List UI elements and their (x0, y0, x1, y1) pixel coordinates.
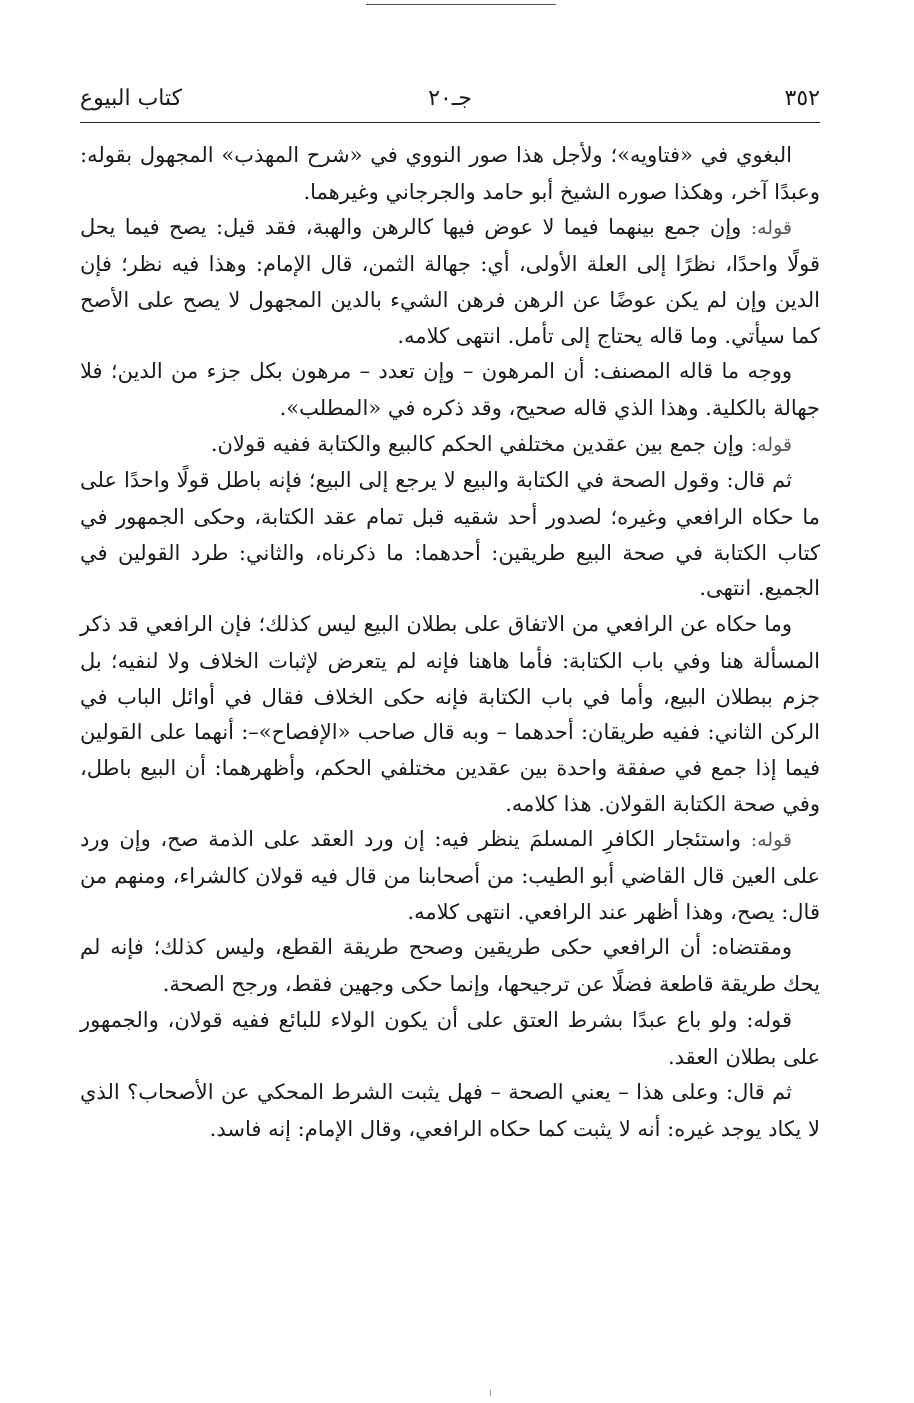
running-header (80, 84, 820, 118)
bottom-mark (490, 1390, 491, 1396)
paragraph-text: ثم قال: وقول الصحة في الكتابة والبيع لا يرجع إلى البيع؛ فإنه باطل قولًا واحدًا على ما حكاه الرافعي وغيره؛ لصدور أحد شقيه قبل تمام عقد الكتابة، وحكى الجمهور في كتاب الكتابة في صحة البيع طريقين: أحدهما: ما ذكرناه، والثاني: طرد القولين في الجميع. انتهى. (80, 468, 820, 601)
paragraph (80, 427, 820, 464)
paragraph-text: ومقتضاه: أن الرافعي حكى طريقين وصحح طريقة القطع، وليس كذلك؛ فإنه لم يحك طريقة قاطعة فضلًا عن ترجيحها، وإنما حكى وجهين فقط، ورجح الصحة. (80, 935, 820, 997)
paragraph-text: قوله: ولو باع عبدًا بشرط العتق على أن يكون الولاء للبائع ففيه قولان، والجمهور على بطلان العقد. (80, 1007, 820, 1069)
paragraph (80, 822, 820, 930)
page-number: ٣٥٢ (784, 86, 820, 111)
paragraph (80, 138, 820, 210)
paragraph-lead: قوله: (750, 829, 792, 852)
paragraph-text: البغوي في «فتاويه»؛ ولأجل هذا صور النووي في «شرح المهذب» المجهول بقوله: وعبدًا آخر، وهكذا صوره الشيخ أبو حامد والجرجاني وغيرهما. (80, 143, 820, 204)
paragraph (80, 463, 820, 607)
paragraph-lead: قوله: (750, 433, 792, 456)
paragraph (80, 1075, 820, 1147)
header-rule (80, 122, 820, 123)
paragraph (80, 1003, 820, 1075)
paragraph-lead: قوله: (750, 217, 792, 240)
paragraph (80, 607, 820, 822)
paragraph (80, 210, 820, 354)
paragraph-text: وما حكاه عن الرافعي من الاتفاق على بطلان البيع ليس كذلك؛ فإن الرافعي قد ذكر المسألة هنا وفي باب الكتابة: فأما هاهنا فإنه لم يتعرض لإثبات الخلاف ولا لنفيه؛ بل جزم ببطلان البيع، وأما في باب الكتابة فإنه حكى الخلاف فقال في أوائل الباب في الركن الثاني: ففيه طريقان: أحدهما – وبه قال صاحب «الإفصاح»–: أنهما على القولين فيما إذا جمع في صفقة واحدة بين عقدين مختلفي الحكم، وأظهرهما: أن البيع باطل، وفي صحة الكتابة القولان. هذا كلامه. (80, 612, 820, 816)
body-text (80, 138, 820, 1148)
book-title: كتاب البيوع (80, 86, 183, 111)
top-rule (366, 4, 556, 5)
paragraph (80, 354, 820, 426)
paragraph-text: ووجه ما قاله المصنف: أن المرهون – وإن تعدد – مرهون بكل جزء من الدين؛ فلا جهالة بالكلية. وهذا الذي قاله صحيح، وقد ذكره في «المطلب». (80, 359, 820, 420)
paragraph (80, 930, 820, 1002)
paragraph-text: واستئجار الكافرِ المسلمَ ينظر فيه: إن ورد العقد على الذمة صح، وإن ورد على العين قال القاضي أبو الطيب: من أصحابنا من قال فيه قولان كالشراء، ومنهم من قال: يصح، وهذا أظهر عند الرافعي. انتهى كلامه. (80, 827, 820, 924)
paragraph-text: وإن جمع بين عقدين مختلفي الحكم كالبيع والكتابة ففيه قولان. (210, 431, 751, 456)
paragraph-text: ثم قال: وعلى هذا – يعني الصحة – فهل يثبت الشرط المحكي عن الأصحاب؟ الذي لا يكاد يوجد غيره: أنه لا يثبت كما حكاه الرافعي، وقال الإمام: إنه فاسد. (80, 1080, 820, 1141)
paragraph-text: وإن جمع بينهما فيما لا عوض فيها كالرهن والهبة، فقد قيل: يصح فيما يحل قولًا واحدًا، نظرًا إلى العلة الأولى، أي: جهالة الثمن، قال الإمام: وهذا فيه نظر؛ فإن الدين وإن لم يكن عوضًا عن الرهن فرهن الشيء بالدين المجهول لا يصح على الأصح كما سيأتي. وما قاله يحتاج إلى تأمل. انتهى كلامه. (80, 215, 820, 348)
volume-label: جـ٢٠ (428, 86, 472, 111)
